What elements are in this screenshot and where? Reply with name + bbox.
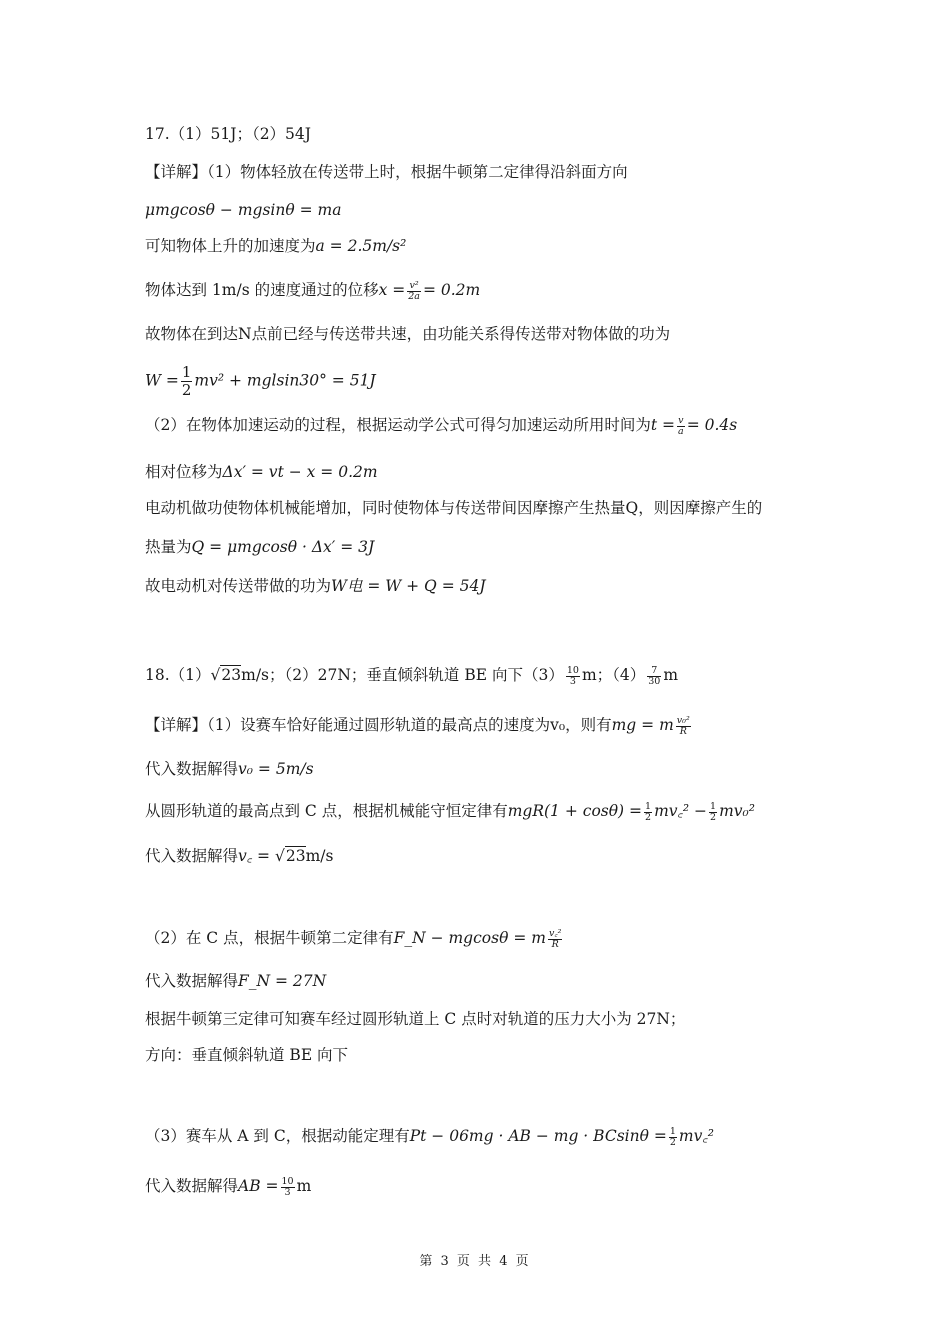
numerator: v꜀² (548, 927, 562, 939)
q17-time-line (145, 415, 737, 437)
equation: W电 = W + Q = 54J (331, 577, 486, 595)
text: （1）物体轻放在传送带上时，根据牛顿第二定律得沿斜面方向 (207, 163, 628, 181)
q18-part2-line (145, 928, 564, 950)
numerator: 1 (181, 363, 192, 381)
fraction (407, 281, 421, 302)
denominator: 2 (669, 1136, 676, 1148)
equation: mv꜀² − (654, 802, 708, 820)
numerator: 7 (647, 666, 661, 677)
sqrt-value: 23 (285, 847, 306, 865)
fraction (281, 1177, 295, 1198)
equation: v꜀ = (238, 847, 271, 865)
numerator: 1 (645, 800, 652, 812)
equation: mg = m (611, 716, 674, 734)
equation: Pt − 06mg · AB − mg · BCsinθ = (409, 1127, 667, 1145)
denominator: 30 (648, 675, 661, 687)
denominator: 3 (284, 1186, 291, 1198)
q18-v0-line (145, 759, 314, 779)
equation: = 0.4s (686, 416, 738, 434)
equation: Q = μmgcosθ · Δx′ = 3J (191, 538, 375, 556)
q17-acceleration-line (145, 236, 406, 256)
q18-ab-line (145, 1176, 311, 1198)
equation: Δx′ = vt − x = 0.2m (222, 463, 378, 481)
q17-motor-work-line (145, 576, 486, 596)
text: 代入数据解得 (145, 847, 239, 865)
q18-fn-line (145, 971, 326, 991)
denominator: a (678, 425, 684, 437)
q17-work-equation (145, 364, 376, 399)
numerator: v₀² (676, 714, 690, 726)
denominator: 2 (710, 811, 717, 823)
equation: F_N = 27N (238, 972, 327, 990)
denominator: 2a (408, 290, 420, 302)
q18-energy-line (145, 801, 755, 823)
sqrt-value: 23 (221, 666, 242, 684)
text: 从圆形轨道的最高点到 C 点，根据机械能守恒定律有 (145, 802, 508, 820)
equation: W = (145, 371, 179, 390)
equation: a = 2.5m/s² (315, 237, 407, 255)
q17-relative-displacement (145, 462, 378, 482)
text: 代入数据解得 (145, 760, 239, 778)
text: 18.（1） (145, 666, 211, 684)
denominator: 2 (645, 811, 652, 823)
equation: mv꜀² (678, 1127, 714, 1145)
fraction (566, 666, 580, 687)
text: m/s (305, 847, 334, 865)
text: （3）赛车从 A 到 C，根据动能定理有 (145, 1127, 410, 1145)
denominator: 2 (181, 381, 192, 399)
page-footer: 第 3 页 共 4 页 (419, 1254, 531, 1269)
equation: v₀ = 5m/s (238, 760, 314, 778)
numerator: 1 (710, 800, 717, 812)
denominator: R (551, 938, 559, 950)
text: 热量为 (145, 538, 192, 556)
fraction (548, 929, 562, 950)
text: （2）在物体加速运动的过程，根据运动学公式可得匀加速运动所用时间为 (145, 416, 651, 434)
fraction (181, 364, 193, 399)
fraction (647, 666, 661, 687)
equation: AB = (238, 1177, 279, 1195)
q18-part3-line (145, 1126, 714, 1148)
text: m；（4） (581, 666, 646, 684)
text: 物体达到 1m/s 的速度通过的位移 (145, 281, 379, 299)
equation: mv₀² (719, 802, 755, 820)
q17-equation-1: μmgcosθ − mgsinθ = ma (145, 201, 342, 219)
denominator: R (679, 725, 687, 737)
text: m (663, 666, 679, 684)
equation: x = (378, 281, 406, 299)
q18-detail-line-1 (145, 715, 693, 737)
text: （2）在 C 点，根据牛顿第二定律有 (145, 929, 394, 947)
fraction (669, 1127, 677, 1148)
equation: t = (650, 416, 676, 434)
numerator: 1 (669, 1125, 676, 1137)
q18-line-8: 方向：垂直倾斜轨道 BE 向下 (145, 1046, 349, 1064)
q17-detail-line-1 (145, 162, 628, 182)
equation: F_N − mgcosθ = m (393, 929, 546, 947)
equation: mv² + mglsin30° = 51J (194, 371, 376, 390)
q17-heat-line (145, 537, 374, 557)
text: m (296, 1177, 312, 1195)
text: 代入数据解得 (145, 1177, 239, 1195)
fraction (676, 716, 691, 737)
text: 可知物体上升的加速度为 (145, 237, 316, 255)
numerator: 10 (281, 1175, 294, 1187)
numerator: 10 (566, 664, 579, 676)
q18-line-7: 根据牛顿第三定律可知赛车经过圆形轨道上 C 点时对轨道的压力大小为 27N； (145, 1010, 686, 1028)
text: m/s；（2）27N；垂直倾斜轨道 BE 向下（3） (241, 666, 564, 684)
q17-line-9: 电动机做功使物体机械能增加，同时使物体与传送带间因摩擦产生热量Q，则因摩擦产生的 (145, 499, 763, 517)
fraction (709, 802, 717, 823)
numerator: v² (407, 281, 421, 292)
detail-tag: 【详解】 (145, 163, 208, 181)
detail-tag: 【详解】 (145, 716, 208, 734)
denominator: 3 (569, 675, 576, 687)
q18-heading: 18.（1）√23m/s；（2）27N；垂直倾斜轨道 BE 向下（3） $\frac{10}{3}$ m；（4） $\frac{7}{30}$ m (145, 664, 679, 687)
fraction (644, 802, 652, 823)
equation: mgR(1 + cosθ) = (507, 802, 643, 820)
q17-displacement-line (145, 280, 480, 302)
text: 相对位移为 (145, 463, 223, 481)
numerator: v (678, 414, 684, 426)
text: （1）设赛车恰好能通过圆形轨道的最高点的速度为v₀，则有 (207, 716, 612, 734)
text: 代入数据解得 (145, 972, 239, 990)
text: 故电动机对传送带做的功为 (145, 577, 332, 595)
q17-line-5: 故物体在到达N点前已经与传送带共速，由功能关系得传送带对物体做的功为 (145, 325, 671, 343)
fraction (677, 416, 685, 437)
q18-vc-line: 代入数据解得v꜀ = √23m/s (145, 847, 334, 865)
equation: = 0.2m (422, 281, 481, 299)
q17-heading: 17.（1）51J；（2）54J (145, 125, 311, 143)
